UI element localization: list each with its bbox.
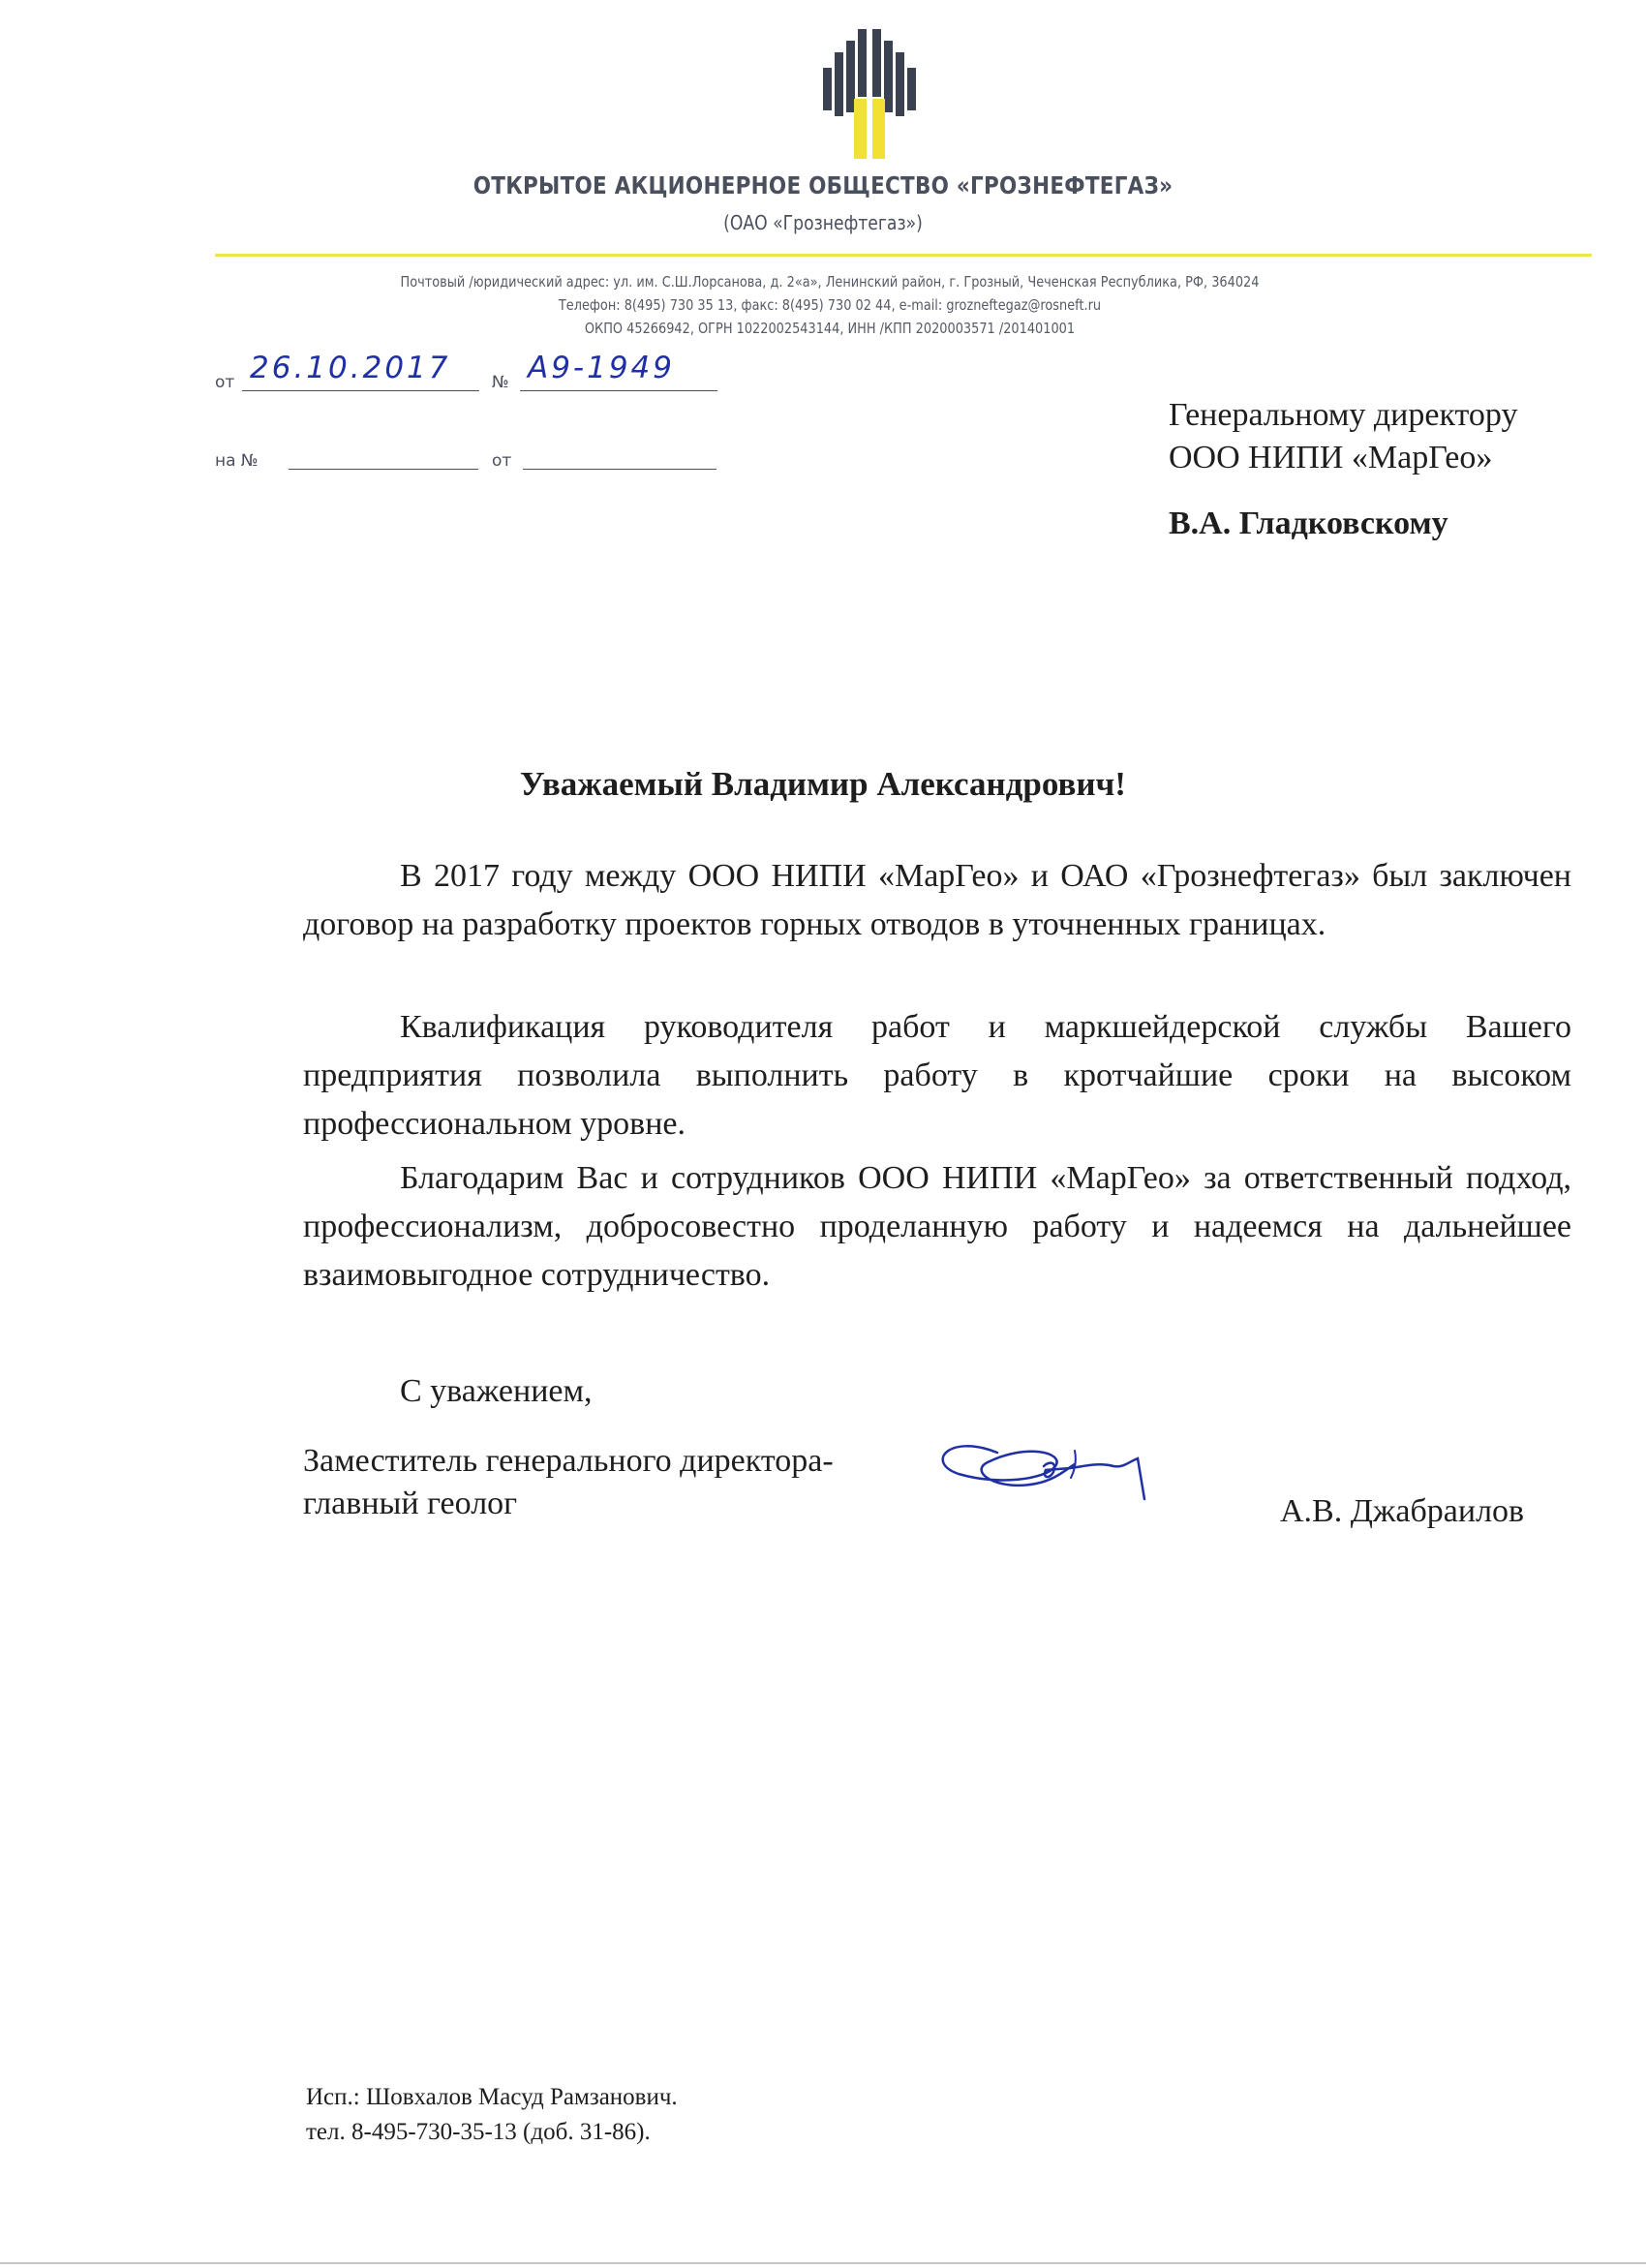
handwritten-date: 26.10.2017	[250, 351, 451, 385]
signatory-name: А.В. Джабраилов	[1280, 1493, 1525, 1529]
ref-number-label: на №	[215, 451, 259, 471]
body-paragraph: Квалификация руководителя работ и маркшейдерской службы Вашего предприятия позволила выполнить работу в кротчайшие сроки на высоком профессиональном уровне.	[303, 1009, 1571, 1142]
body-paragraph: Благодарим Вас и сотрудников ООО НИПИ «МарГео» за ответственный подход, профессионализм, добросовестно проделанную работу и надеемся на дальнейшее взаимовыгодное сотрудничество.	[303, 1160, 1571, 1293]
date-label: от	[215, 373, 235, 392]
company-short-name: (ОАО «Грознефтегаз»)	[723, 211, 923, 234]
signatory-position-cont: главный геолог	[303, 1486, 518, 1521]
letterhead-divider	[215, 254, 1592, 257]
company-name: ОТКРЫТОЕ АКЦИОНЕРНОЕ ОБЩЕСТВО «ГРОЗНЕФТЕГАЗ»	[472, 171, 1174, 199]
handwritten-number: А9-1949	[528, 351, 676, 385]
company-logo	[821, 29, 918, 161]
recipient-position: Генеральному директору	[1169, 397, 1518, 433]
ref-number-line	[289, 469, 478, 470]
codes-line: ОКПО 45266942, ОГРН 1022002543144, ИНН /КПП 2020003571 /201401001	[584, 320, 1076, 337]
closing-regards: С уважением,	[400, 1373, 593, 1409]
recipient-company: ООО НИПИ «МарГео»	[1169, 440, 1493, 475]
ref-date-line	[523, 469, 716, 470]
recipient-name: В.А. Гладковскому	[1169, 506, 1448, 541]
page-bottom-edge	[0, 2262, 1646, 2264]
address-line: Почтовый /юридический адрес: ул. им. С.Ш.Лорсанова, д. 2«а», Ленинский район, г. Грозный, Чеченская Республика, РФ, 364024	[400, 273, 1260, 291]
executor-phone: тел. 8-495-730-35-13 (доб. 31-86).	[306, 2119, 651, 2145]
ref-date-label: от	[492, 451, 512, 471]
date-line	[242, 390, 479, 391]
executor-name: Исп.: Шовхалов Масуд Рамзанович.	[306, 2084, 678, 2110]
salutation: Уважаемый Владимир Александрович!	[520, 765, 1126, 803]
number-label: №	[492, 373, 509, 392]
contacts-line: Телефон: 8(495) 730 35 13, факс: 8(495) 730 02 44, e-mail: grozneftegaz@rosneft.ru	[558, 296, 1102, 314]
handwritten-signature	[930, 1424, 1191, 1530]
signatory-position: Заместитель генерального директора-	[303, 1443, 834, 1479]
number-line	[520, 390, 717, 391]
body-paragraph: В 2017 году между ООО НИПИ «МарГео» и ОАО «Грознефтегаз» был заключен договор на разработку проектов горных отводов в уточненных границах.	[303, 858, 1571, 942]
